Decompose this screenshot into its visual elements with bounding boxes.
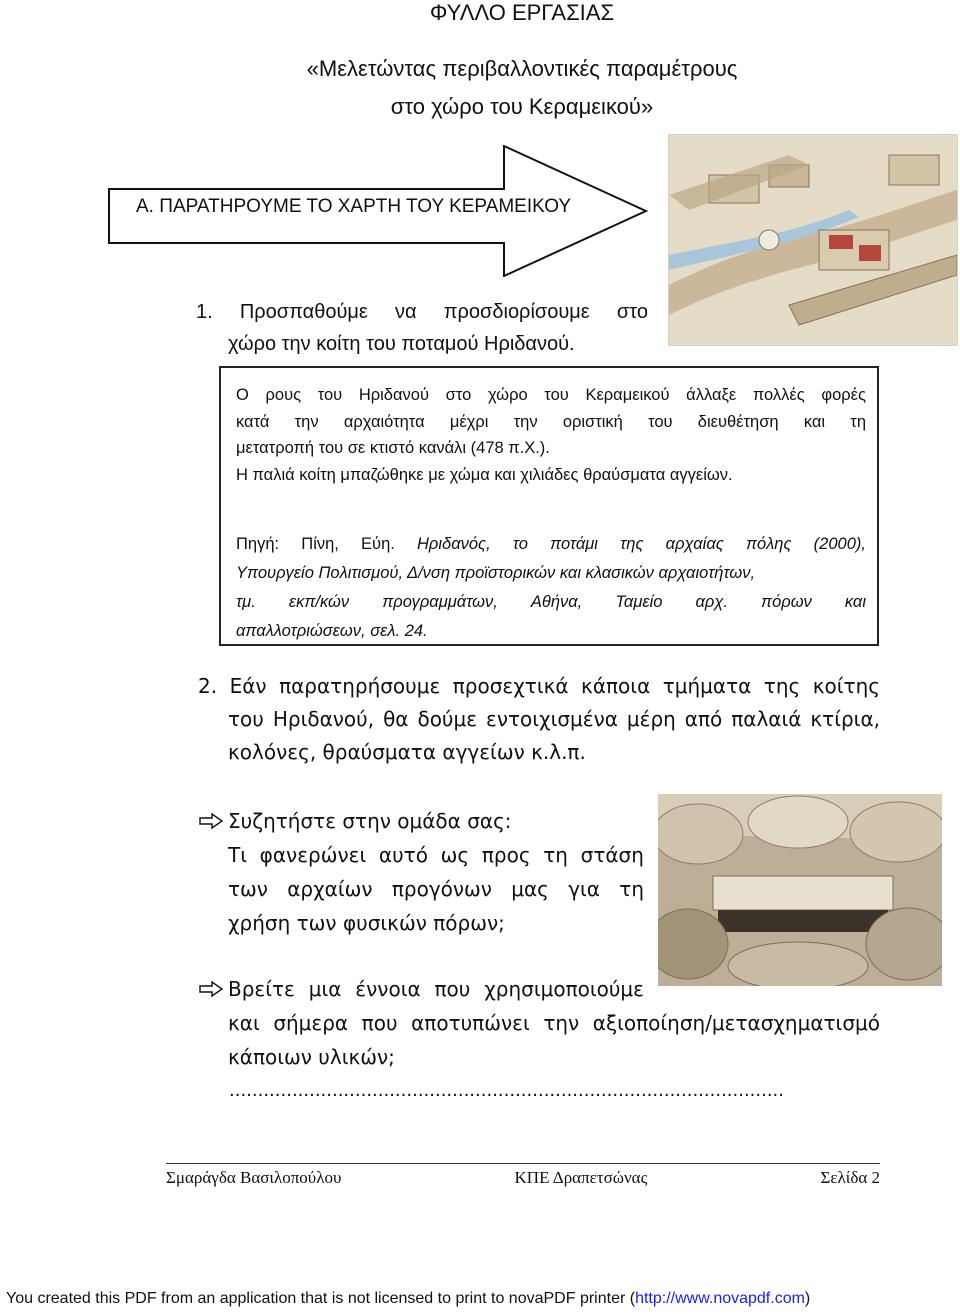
source-word: τμ. (236, 593, 256, 611)
box-word: ρους (265, 386, 302, 404)
find-word: σήμερα (273, 1011, 349, 1035)
discuss-word: προς (481, 843, 531, 867)
item-2-word: παλαιά (731, 707, 802, 731)
box-word: του (648, 412, 673, 431)
box-word: οριστική (562, 412, 623, 431)
box-word: στο (445, 386, 472, 404)
find-word: χρησιμοποιούμε (484, 977, 644, 1001)
item-2-word: από (684, 707, 723, 731)
info-box-text (236, 382, 866, 488)
box-line-4: Η παλιά κοίτη μπαζώθηκε με χώμα και χιλιάδες θραύσματα αγγείων. (236, 465, 733, 484)
item-1-word: Προσπαθούμε (239, 301, 368, 323)
answer-dotted-line[interactable]: ................................................................................................. (229, 1080, 785, 1101)
item-2-word: κτίρια, (810, 707, 880, 731)
box-word: χώρο (487, 386, 528, 404)
source-line-4: απαλλοτριώσεων, σελ. 24. (236, 622, 428, 640)
footer-author: Σμαράγδα Βασιλοπούλου (166, 1168, 342, 1187)
footer-page-number: Σελίδα 2 (820, 1168, 880, 1187)
find-word: αξιοποίηση/μετασχηματισμό (592, 1011, 880, 1035)
find-word: που (434, 977, 471, 1001)
box-line-3: μετατροπή του σε κτιστό κανάλι (478 π.Χ.). (236, 439, 550, 457)
item-2-word: κοίτης (812, 674, 880, 698)
source-word: Ταμείο (615, 593, 663, 611)
source-word: Αθήνα, (530, 593, 583, 611)
box-word: άλλαξε (686, 386, 737, 404)
item-2-word: τμήματα (662, 674, 752, 698)
footer-center: ΚΠΕ Δραπετσώνας (514, 1168, 648, 1187)
source-word: Πηγή: (236, 535, 280, 553)
item-1-word: 1. (196, 301, 213, 323)
discuss-word: αυτό (378, 843, 428, 867)
discuss-heading: Συζητήστε στην ομάδα σας: (228, 809, 512, 833)
subtitle-line-2: στο χώρο του Κεραμεικού» (390, 94, 654, 119)
find-block (198, 972, 880, 1074)
source-word: της (620, 535, 644, 553)
novapdf-text-end: ) (804, 1290, 811, 1307)
box-word: αρχαιότητα (343, 412, 425, 431)
discuss-word: τη (619, 877, 644, 901)
source-word: Πίνη, (301, 535, 339, 553)
arrow-right-icon (198, 812, 224, 830)
box-word: πολλές (752, 386, 805, 404)
source-word: (2000), (813, 535, 866, 553)
box-word: και (803, 412, 826, 431)
item-2-text (198, 670, 880, 769)
item-1-word: στο (616, 301, 648, 323)
item-2-word: της (763, 674, 801, 698)
discuss-word: αρχαίων (287, 877, 373, 901)
footer-divider (166, 1163, 880, 1164)
source-word: Εύη. (361, 535, 395, 553)
source-word: Ηριδανός, (417, 535, 491, 553)
find-line-3: κάποιων υλικών; (228, 1045, 395, 1069)
item-2-word: του (228, 707, 264, 731)
box-word: την (294, 412, 319, 431)
item-1-line-2: χώρο την κοίτη του ποταμού Ηριδανού. (228, 333, 575, 355)
item-2-word: εντοιχισμένα (486, 707, 618, 731)
discuss-word: τη (543, 843, 568, 867)
ancient-wall-photo (658, 794, 942, 986)
item-2-line-3: κολόνες, θραύσματα αγγείων κ.λ.π. (228, 740, 586, 764)
find-word: την (543, 1011, 580, 1035)
source-word: εκπ/κών (288, 593, 350, 611)
box-word: διευθέτηση (697, 412, 779, 431)
arrow-right-icon (198, 980, 224, 998)
footer (166, 1168, 880, 1188)
kerameikos-map-illustration (668, 134, 958, 346)
source-word: το (512, 535, 528, 553)
discuss-word: των (228, 877, 268, 901)
discuss-word: φανερώνει (259, 843, 367, 867)
box-word: τη (850, 412, 866, 431)
source-word: προγραμμάτων, (382, 593, 498, 611)
discuss-word: στάση (580, 843, 644, 867)
find-word: αποτυπώνει (411, 1011, 530, 1035)
source-word: και (844, 593, 866, 611)
source-line-2: Υπουργείο Πολιτισμού, Δ/νση προϊστορικών και κλασικών αρχαιοτήτων, (236, 564, 756, 582)
discuss-block (198, 804, 644, 940)
find-word: που (361, 1011, 398, 1035)
find-word: και (228, 1011, 260, 1035)
section-a-label: Α. ΠΑΡΑΤΗΡΟΥΜΕ ΤΟ ΧΑΡΤΗ ΤΟΥ ΚΕΡΑΜΕΙΚΟΥ (136, 196, 572, 217)
discuss-word: μας (511, 877, 549, 901)
novapdf-text: You created this PDF from an application that is not licensed to print to novaPDF printer ( (6, 1290, 636, 1307)
page-title: ΦΥΛΛΟ ΕΡΓΑΣΙΑΣ (429, 0, 615, 25)
item-2-word: Ηριδανού, (272, 707, 375, 731)
source-word: πόλης (745, 535, 792, 553)
novapdf-notice (6, 1290, 810, 1308)
discuss-word: Τι (228, 843, 247, 867)
item-2-word: θα (383, 707, 409, 731)
box-word: κατά (236, 412, 270, 431)
box-word: του (317, 386, 343, 404)
novapdf-link[interactable]: http://www.novapdf.com (635, 1290, 805, 1307)
box-word: την (513, 412, 538, 431)
box-word: Ο (236, 386, 249, 404)
item-2-word: δούμε (417, 707, 478, 731)
item-2-word: Εάν (229, 674, 267, 698)
source-word: αρχαίας (665, 535, 724, 553)
box-word: Κεραμεικού (585, 386, 670, 404)
find-word: Βρείτε (228, 977, 295, 1001)
item-2-word: παρατηρήσουμε (279, 674, 441, 698)
source-word: ποτάμι (550, 535, 598, 553)
item-2-word: κάποια (581, 674, 651, 698)
box-word: Ηριδανού (358, 386, 429, 404)
item-2-word: προσεχτικά (452, 674, 569, 698)
item-1-word: προσδιορίσουμε (443, 301, 590, 323)
item-1-text (196, 296, 648, 360)
source-citation (236, 530, 866, 646)
find-word: μια (308, 977, 342, 1001)
find-word: έννοια (355, 977, 421, 1001)
discuss-word: για (568, 877, 600, 901)
item-2-word: μέρη (626, 707, 676, 731)
box-word: του (544, 386, 569, 404)
source-word: πόρων (761, 593, 812, 611)
box-word: μέχρι (449, 412, 489, 431)
source-word: αρχ. (695, 593, 728, 611)
discuss-word: προγόνων (391, 877, 492, 901)
item-1-word: να (395, 301, 417, 323)
discuss-line-3: χρήση των φυσικών πόρων; (228, 911, 505, 935)
item-2-word: 2. (198, 674, 218, 698)
box-word: φορές (821, 386, 866, 404)
subtitle-line-1: «Μελετώντας περιβαλλοντικές παραμέτρους (306, 56, 738, 81)
discuss-word: ως (440, 843, 470, 867)
